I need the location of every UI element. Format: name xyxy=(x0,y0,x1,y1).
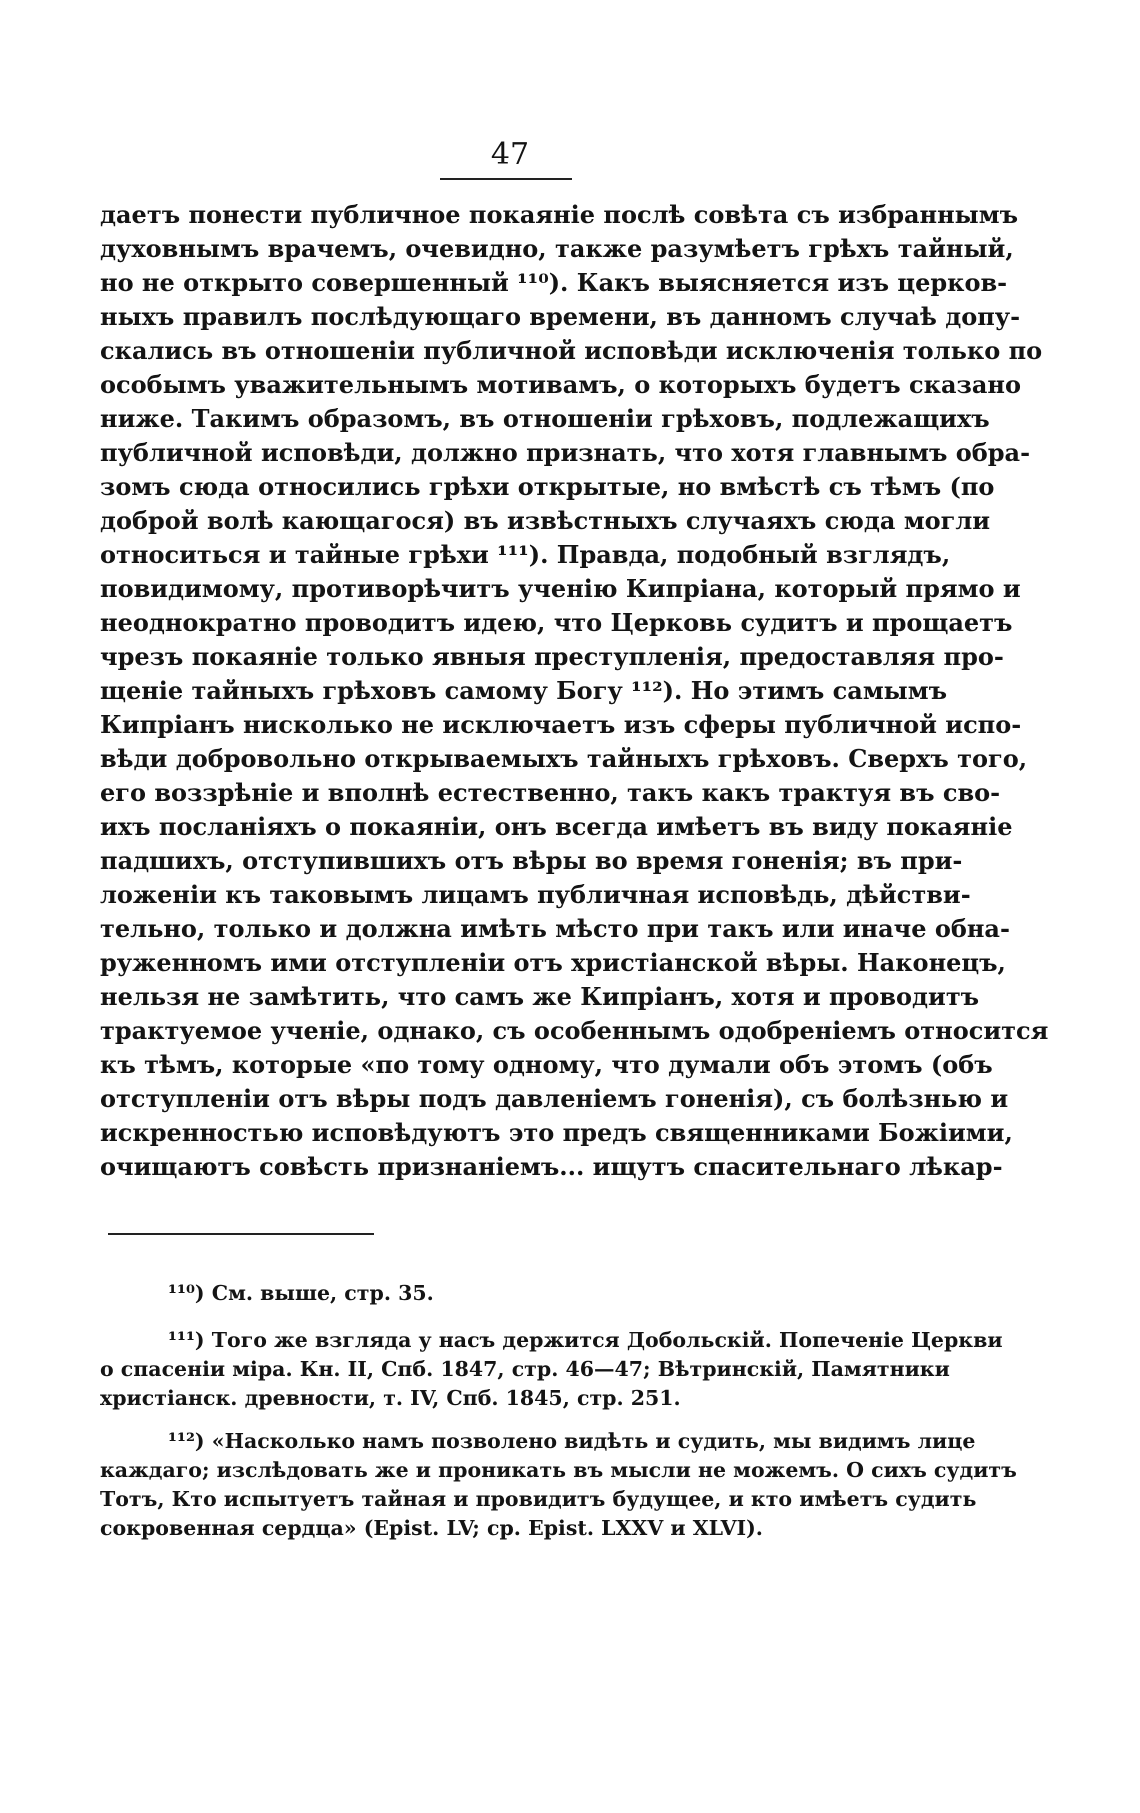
footnote-line: христіанск. древности, т. IV, Спб. 1845, стр. 251. xyxy=(100,1386,681,1410)
text-line: ложеніи къ таковымъ лицамъ публичная исповѣдь, дѣйстви- xyxy=(100,880,971,909)
text-line: тельно, только и должна имѣть мѣсто при такъ или иначе обна- xyxy=(100,914,1010,943)
footnote-line: ¹¹⁰) См. выше, стр. 35. xyxy=(168,1281,434,1305)
text-line: ныхъ правилъ послѣдующаго времени, въ данномъ случаѣ допу- xyxy=(100,302,1021,331)
text-line: скались въ отношеніи публичной исповѣди исключенія только по xyxy=(100,336,1043,365)
text-line: особымъ уважительнымъ мотивамъ, о которыхъ будетъ сказано xyxy=(100,370,1021,399)
main-text xyxy=(100,198,1049,1184)
text-line: падшихъ, отступившихъ отъ вѣры во время гоненія; въ при- xyxy=(100,846,963,875)
text-line: отступленіи отъ вѣры подъ давленіемъ гоненія), съ болѣзнью и xyxy=(100,1084,1009,1113)
text-line: даетъ понести публичное покаяніе послѣ совѣта съ избраннымъ xyxy=(100,200,1018,229)
text-line: щеніе тайныхъ грѣховъ самому Богу ¹¹²). Но этимъ самымъ xyxy=(100,676,947,705)
text-line: относиться и тайные грѣхи ¹¹¹). Правда, подобный взглядъ, xyxy=(100,540,951,569)
text-line: повидимому, противорѣчитъ ученію Кипріана, который прямо и xyxy=(100,574,1021,603)
text-line: трактуемое ученіе, однако, съ особеннымъ одобреніемъ относится xyxy=(100,1016,1049,1045)
footnote-line: сокровенная сердца» (Epist. LV; ср. Epist. LXXV и XLVI). xyxy=(100,1516,763,1540)
text-line: зомъ сюда относились грѣхи открытые, но вмѣстѣ съ тѣмъ (по xyxy=(100,472,995,501)
text-line: его воззрѣніе и вполнѣ естественно, такъ какъ трактуя въ сво- xyxy=(100,778,1001,807)
footnote-112 xyxy=(100,1427,1017,1543)
text-line: но не открыто совершенный ¹¹⁰). Какъ выясняется изъ церков- xyxy=(100,268,1008,297)
text-line: духовнымъ врачемъ, очевидно, также разумѣетъ грѣхъ тайный, xyxy=(100,234,1014,263)
footnote-gap xyxy=(100,1308,908,1326)
text-line: нельзя не замѣтить, что самъ же Кипріанъ, хотя и проводитъ xyxy=(100,982,980,1011)
text-line: Кипріанъ нисколько не исключаетъ изъ сферы публичной испо- xyxy=(100,710,1022,739)
header-rule xyxy=(440,178,572,180)
footnote-line: ¹¹¹) Того же взгляда у насъ держится Добольскій. Попеченіе Церкви xyxy=(168,1328,1003,1352)
footnote-line: о спасеніи міра. Кн. II, Спб. 1847, стр. 46—47; Вѣтринскій, Памятники xyxy=(100,1357,950,1381)
text-line: руженномъ ими отступленіи отъ христіанской вѣры. Наконецъ, xyxy=(100,948,1006,977)
text-line: публичной исповѣди, должно признать, что хотя главнымъ обра- xyxy=(100,438,1031,467)
footnote-separator xyxy=(108,1233,374,1235)
footnote-line: Тотъ, Кто испытуетъ тайная и провидитъ будущее, и кто имѣетъ судить xyxy=(100,1487,977,1511)
text-line: ихъ посланіяхъ о покаяніи, онъ всегда имѣетъ въ виду покаяніе xyxy=(100,812,1013,841)
footnote-line: ¹¹²) «Насколько намъ позволено видѣть и судить, мы видимъ лице xyxy=(168,1429,976,1453)
text-line: чрезъ покаяніе только явныя преступленія, предоставляя про- xyxy=(100,642,1004,671)
footnotes xyxy=(100,1279,1017,1543)
text-line: очищаютъ совѣсть признаніемъ... ищутъ спасительнаго лѣкар- xyxy=(100,1152,1003,1181)
text-line: неоднократно проводитъ идею, что Церковь судитъ и прощаетъ xyxy=(100,608,1013,637)
footnote-line: каждаго; изслѣдовать же и проникать въ мысли не можемъ. О сихъ судитъ xyxy=(100,1458,1017,1482)
text-line: вѣди добровольно открываемыхъ тайныхъ грѣховъ. Сверхъ того, xyxy=(100,744,1028,773)
footnote-gap xyxy=(100,1413,908,1427)
page-number: 47 xyxy=(490,137,530,172)
text-line: доброй волѣ кающагося) въ извѣстныхъ случаяхъ сюда могли xyxy=(100,506,991,535)
footnote-111 xyxy=(100,1326,1003,1413)
footnote-110 xyxy=(100,1279,908,1308)
text-line: ниже. Такимъ образомъ, въ отношеніи грѣховъ, подлежащихъ xyxy=(100,404,990,433)
text-line: искренностью исповѣдуютъ это предъ священниками Божіими, xyxy=(100,1118,1013,1147)
text-line: къ тѣмъ, которые «по тому одному, что думали объ этомъ (объ xyxy=(100,1050,993,1079)
